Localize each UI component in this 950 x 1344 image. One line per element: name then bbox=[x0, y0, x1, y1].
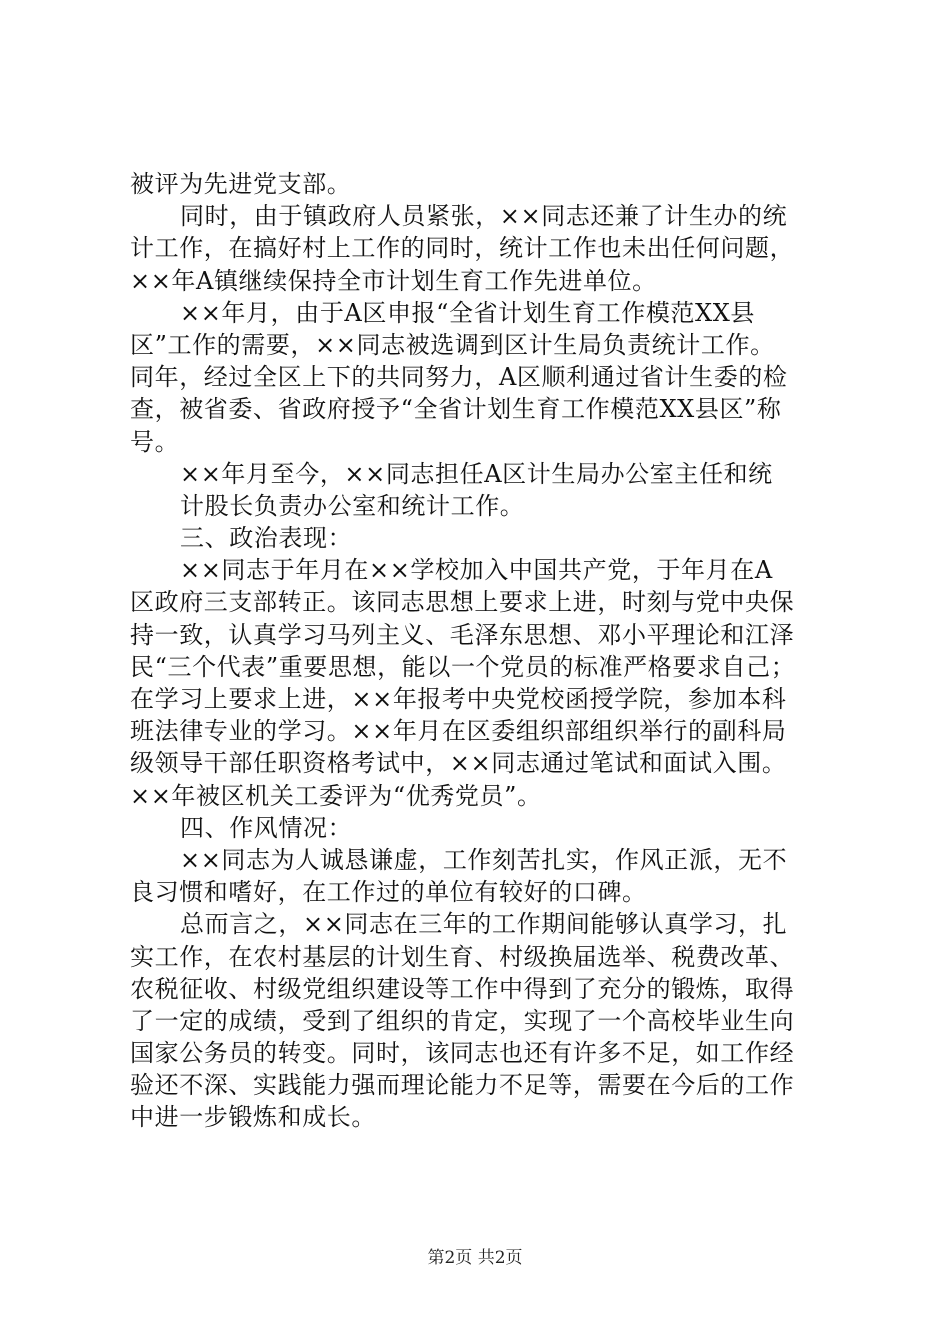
paragraph-line: 查，被省委、省政府授予“全省计划生育工作模范XX县区”称 bbox=[130, 395, 782, 424]
paragraph-line: 实工作，在农村基层的计划生育、村级换届选举、税费改革、 bbox=[130, 942, 795, 971]
paragraph-line: 区”工作的需要，××同志被选调到区计生局负责统计工作。 bbox=[130, 330, 775, 359]
paragraph-line: ××年A镇继续保持全市计划生育工作先进单位。 bbox=[130, 266, 657, 295]
paragraph-line: 号。 bbox=[130, 427, 180, 456]
paragraph-line: ××年月至今，××同志担任A区计生局办公室主任和统 bbox=[180, 459, 773, 488]
paragraph-line: ××同志为人诚恳谦虚，工作刻苦扎实，作风正派，无不 bbox=[180, 845, 788, 874]
paragraph-line: 计股长负责办公室和统计工作。 bbox=[180, 491, 525, 520]
paragraph-line: 农税征收、村级党组织建设等工作中得到了充分的锻炼，取得 bbox=[130, 974, 795, 1003]
paragraph-line: 良习惯和嗜好，在工作过的单位有较好的口碑。 bbox=[130, 878, 647, 907]
paragraph-line: 级领导干部任职资格考试中，××同志通过笔试和面试入围。 bbox=[130, 749, 787, 778]
document-body bbox=[130, 168, 830, 1134]
paragraph-line: 验还不深、实践能力强而理论能力不足等，需要在今后的工作 bbox=[130, 1071, 795, 1100]
paragraph-line: 同年，经过全区上下的共同努力，A区顺利通过省计生委的检 bbox=[130, 363, 788, 392]
paragraph-line: 了一定的成绩，受到了组织的肯定，实现了一个高校毕业生向 bbox=[130, 1006, 795, 1035]
paragraph-line: 被评为先进党支部。 bbox=[130, 170, 352, 198]
paragraph-line: 班法律专业的学习。××年月在区委组织部组织举行的副科局 bbox=[130, 717, 787, 746]
paragraph-line: 计工作，在搞好村上工作的同时，统计工作也未出任何问题， bbox=[130, 234, 795, 263]
paragraph-line: 中进一步锻炼和成长。 bbox=[130, 1103, 376, 1132]
paragraph-line: 总而言之，××同志在三年的工作期间能够认真学习，扎 bbox=[180, 910, 788, 939]
page-number-footer: 第2页 共2页 bbox=[427, 1248, 523, 1268]
paragraph-line: ××年月，由于A区申报“全省计划生育工作模范XX县 bbox=[180, 298, 755, 327]
paragraph-line: 国家公务员的转变。同时，该同志也还有许多不足，如工作经 bbox=[130, 1039, 795, 1068]
paragraph-line: 持一致，认真学习马列主义、毛泽东思想、邓小平理论和江泽 bbox=[130, 620, 795, 649]
section-heading: 三、政治表现： bbox=[180, 524, 353, 553]
paragraph-line: 区政府三支部转正。该同志思想上要求上进，时刻与党中央保 bbox=[130, 588, 795, 617]
paragraph-line: 民“三个代表”重要思想，能以一个党员的标准严格要求自己； bbox=[130, 652, 796, 681]
paragraph-line: ××同志于年月在××学校加入中国共产党，于年月在A bbox=[180, 556, 773, 585]
section-heading: 四、作风情况： bbox=[180, 813, 353, 842]
paragraph-line: 在学习上要求上进，××年报考中央党校函授学院，参加本科 bbox=[130, 685, 787, 713]
paragraph-line: ××年被区机关工委评为“优秀党员”。 bbox=[130, 781, 542, 810]
paragraph-line: 同时，由于镇政府人员紧张，××同志还兼了计生办的统 bbox=[180, 202, 788, 231]
